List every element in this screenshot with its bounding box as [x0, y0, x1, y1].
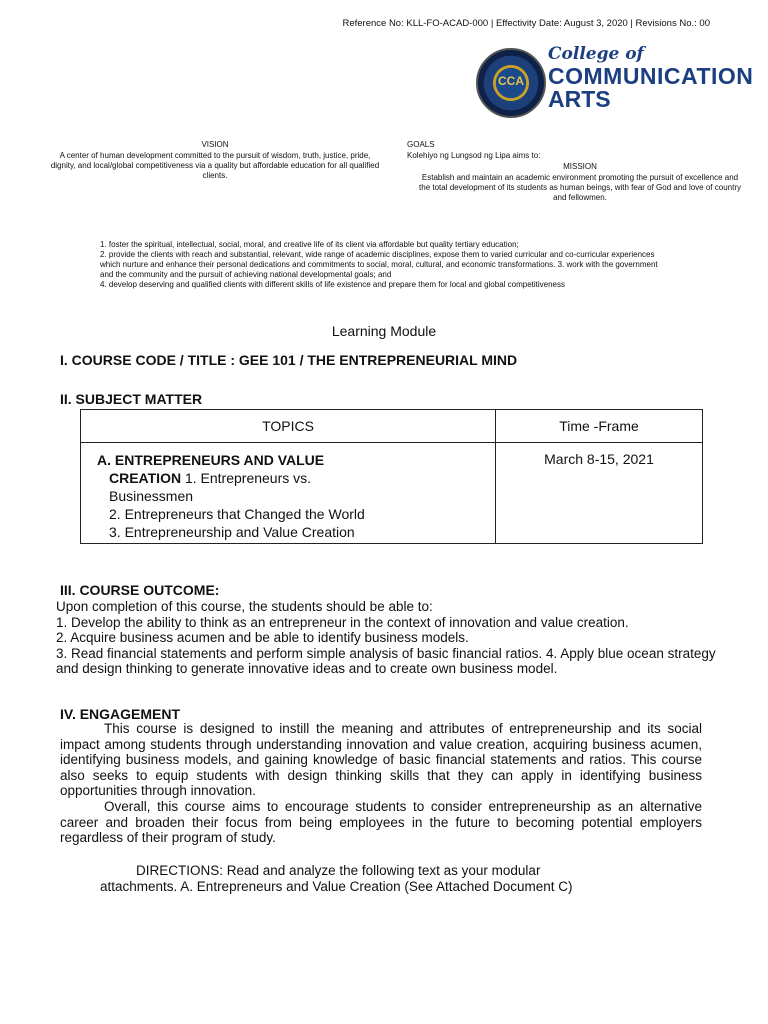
course-title: I. COURSE CODE / TITLE : GEE 101 / THE ENTREPRENEURIAL MIND	[60, 352, 518, 368]
topic-item: Businessmen	[109, 488, 194, 504]
topics-header: TOPICS	[81, 410, 496, 443]
paragraph: This course is designed to instill the meaning and attributes of entrepreneurship and its social impact among students through understanding innovation and value creation, acquiring business acumen, identifying business models, and gaining knowledge of basic financial statements and ratios. This course also seeks to equip students with design thinking skills that they can apply in identifying business opportunities through innovation.	[60, 721, 702, 799]
goals-heading: GOALS	[407, 140, 435, 149]
topic-heading-cont: CREATION	[109, 470, 182, 486]
logo-wordmark: College of COMMUNICATION ARTS	[548, 44, 754, 112]
topic-item: 1. Entrepreneurs vs.	[181, 470, 312, 486]
list-item: 2. Acquire business acumen and be able to identify business models.	[56, 630, 469, 646]
topic-heading: A. ENTREPRENEURS AND VALUE	[97, 452, 325, 468]
list-item: 1. foster the spiritual, intellectual, social, moral, and creative life of its client via affordable but quality tertiary education;	[100, 240, 519, 249]
subject-matter-heading: II. SUBJECT MATTER	[60, 391, 203, 407]
engagement-heading: IV. ENGAGEMENT	[60, 706, 181, 722]
outcome-intro: Upon completion of this course, the students should be able to:	[56, 599, 433, 614]
course-outcome-heading: III. COURSE OUTCOME:	[60, 582, 220, 598]
list-item: 2. provide the clients with reach and substantial, relevant, wide range of academic disciplines, expose them to varied curricular and co-curricular experiences which nurture and enhance their personal dedications and commitments to social, moral, cultural, and economic transformations. 3. work with the government and the community and the pursuit of achieving national developmental goals; and	[100, 250, 658, 279]
course-outcome-text	[56, 599, 716, 677]
topics-table	[80, 409, 703, 544]
list-item: 3. Read financial statements and perform simple analysis of basic financial ratios. 4. Apply blue ocean strategy and design thinking to generate innovative ideas and to create own business model.	[56, 645, 716, 677]
time-frame-value: March 8-15, 2021	[496, 443, 703, 544]
directions-line: attachments. A. Entrepreneurs and Value Creation (See Attached Document C)	[100, 879, 573, 894]
mission-text: Establish and maintain an academic environment promoting the pursuit of excellence and the total development of its students as human beings, with fear of God and love of country and fellowmen.	[419, 173, 741, 202]
mission-heading: MISSION	[563, 162, 597, 171]
college-logo	[476, 44, 754, 118]
topic-item: 2. Entrepreneurs that Changed the World	[109, 506, 365, 522]
college-seal-icon: CCA	[476, 48, 546, 118]
topic-item: 3. Entrepreneurship and Value Creation	[109, 524, 355, 540]
topics-cell	[81, 443, 496, 544]
time-frame-header: Time -Frame	[496, 410, 703, 443]
goals-list	[100, 240, 672, 290]
goals-intro: Kolehiyo ng Lungsod ng Lipa aims to:	[407, 151, 541, 160]
engagement-text	[60, 721, 702, 846]
directions	[100, 863, 620, 895]
reference-line: Reference No: KLL-FO-ACAD-000 | Effectivity Date: August 3, 2020 | Revisions No.: 00	[342, 18, 710, 29]
module-title: Learning Module	[331, 323, 437, 339]
vision-heading: VISION	[201, 140, 229, 149]
directions-line: DIRECTIONS: Read and analyze the following text as your modular	[136, 863, 541, 878]
list-item: 4. develop deserving and qualified clients with different skills of life existence and prepare them for local and global competitiveness	[100, 280, 566, 289]
paragraph: Overall, this course aims to encourage students to consider entrepreneurship as an alternative career and broaden their focus from being employees in the future to becoming potential employers regardless of their program of study.	[60, 798, 702, 846]
list-item: 1. Develop the ability to think as an entrepreneur in the context of innovation and value creation.	[56, 614, 629, 630]
vision-text: A center of human development committed to the pursuit of wisdom, truth, justice, pride, dignity, and local/global competitiveness via a quality but affordable education for all qualified clients.	[50, 151, 380, 180]
